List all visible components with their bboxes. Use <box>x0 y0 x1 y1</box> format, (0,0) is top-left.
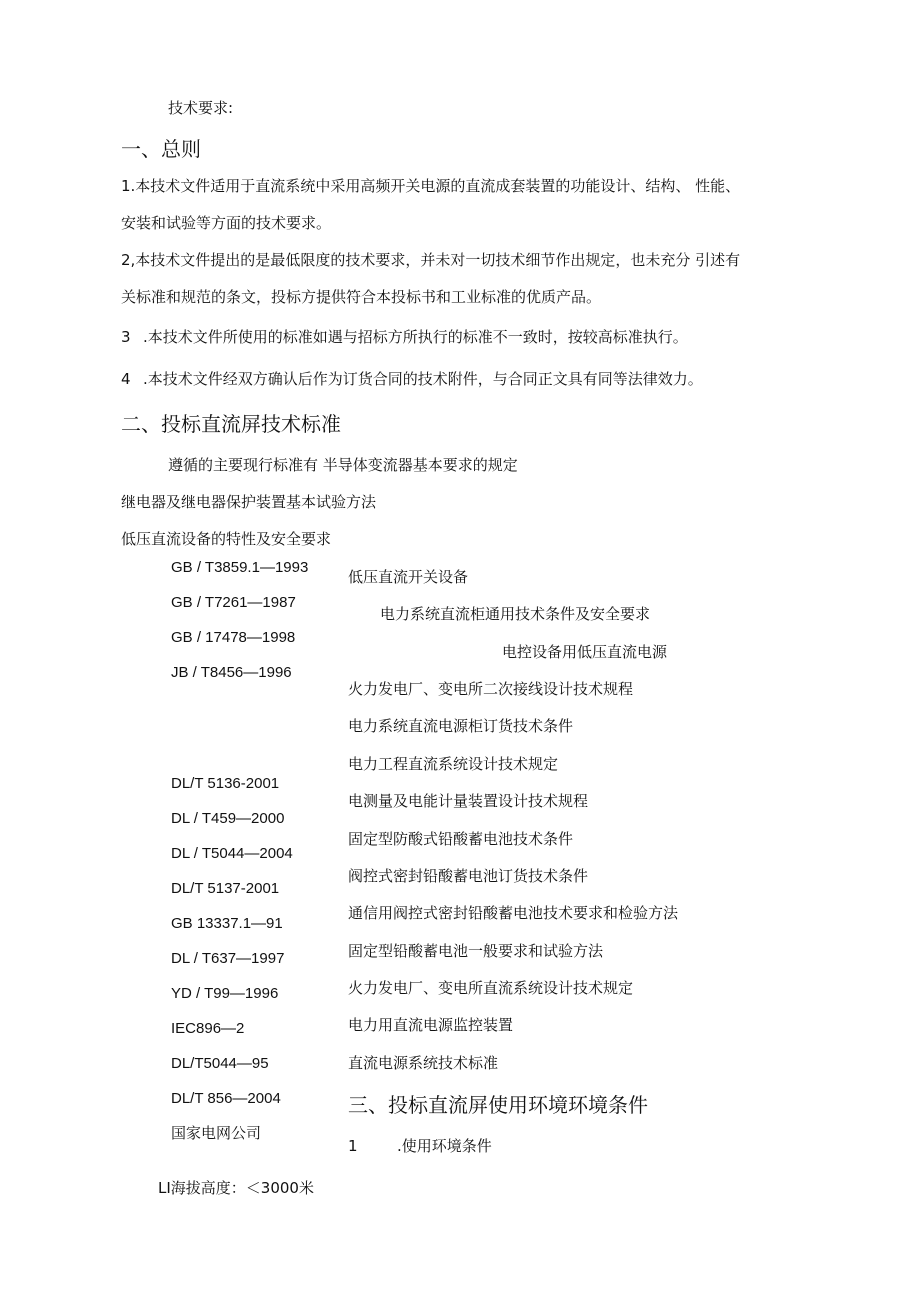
para2-line1: 2,本技术文件提出的是最低限度的技术要求，并未对一切技术细节作出规定，也未充分 引述有 <box>121 251 741 269</box>
section2-title: 二、投标直流屏技术标准 <box>121 412 341 436</box>
section1-title: 一、总则 <box>121 137 201 161</box>
standard-name: 电力系统直流电源柜订货技术条件 <box>348 717 574 735</box>
standard-name: 火力发电厂、变电所直流系统设计技术规定 <box>348 979 634 997</box>
standard-code: GB / T3859.1—1993 <box>171 559 309 576</box>
standard-name: 直流电源系统技术标准 <box>348 1054 499 1072</box>
standard-name: 固定型铅酸蓄电池一般要求和试验方法 <box>348 942 604 960</box>
section3-title: 三、投标直流屏使用环境环境条件 <box>348 1093 648 1117</box>
para4-text: .本技术文件经双方确认后作为订货合同的技术附件，与合同正文具有同等法律效力。 <box>143 370 703 388</box>
standard-code: DL / T459—2000 <box>171 810 285 827</box>
standard-code: YD / T99—1996 <box>171 985 279 1002</box>
standard-name: 低压直流开关设备 <box>348 568 469 586</box>
env-item-title: .使用环境条件 <box>397 1137 492 1155</box>
standard-code: DL / T5044—2004 <box>171 845 293 862</box>
standard-name: 电力用直流电源监控装置 <box>348 1016 514 1034</box>
standard-name: 电力系统直流柜通用技术条件及安全要求 <box>380 605 651 623</box>
standards-intro-line3: 低压直流设备的特性及安全要求 <box>121 530 332 548</box>
para1-line2: 安装和试验等方面的技术要求。 <box>121 214 332 232</box>
standard-code: GB / 17478—1998 <box>171 629 296 646</box>
standard-name: 电力工程直流系统设计技术规定 <box>348 755 559 773</box>
para4-number: 4 <box>121 370 131 388</box>
para3-text: .本技术文件所使用的标准如遇与招标方所执行的标准不一致时，按较高标准执行。 <box>143 328 688 346</box>
altitude-requirement: LI海拔高度：＜3000米 <box>158 1179 314 1197</box>
standard-code: GB / T7261—1987 <box>171 594 296 611</box>
standard-code: DL/T 5136-2001 <box>171 775 280 792</box>
standard-issuer: 国家电网公司 <box>171 1124 262 1142</box>
env-item-number: 1 <box>348 1137 358 1155</box>
standard-name: 固定型防酸式铅酸蓄电池技术条件 <box>348 830 574 848</box>
standards-intro-line1: 遵循的主要现行标准有 半导体变流器基本要求的规定 <box>168 456 518 474</box>
standard-code: DL/T 856—2004 <box>171 1090 281 1107</box>
standard-name: 火力发电厂、变电所二次接线设计技术规程 <box>348 680 634 698</box>
standard-code: JB / T8456—1996 <box>171 664 292 681</box>
standard-code: DL / T637—1997 <box>171 950 285 967</box>
standard-name: 电控设备用低压直流电源 <box>502 643 668 661</box>
header-label: 技术要求: <box>168 99 234 117</box>
standard-code: GB 13337.1—91 <box>171 915 283 932</box>
standard-name: 阀控式密封铅酸蓄电池订货技术条件 <box>348 867 589 885</box>
standard-name: 电测量及电能计量装置设计技术规程 <box>348 792 589 810</box>
para3-number: 3 <box>121 328 131 346</box>
standard-code: DL/T 5137-2001 <box>171 880 280 897</box>
standard-name: 通信用阀控式密封铅酸蓄电池技术要求和检验方法 <box>348 904 679 922</box>
standards-intro-line2: 继电器及继电器保护装置基本试验方法 <box>121 493 377 511</box>
para2-line2: 关标准和规范的条文，投标方提供符合本投标书和工业标准的优质产品。 <box>121 288 602 306</box>
standard-code: DL/T5044—95 <box>171 1055 269 1072</box>
standard-code: IEC896—2 <box>171 1020 245 1037</box>
para1-line1: 1.本技术文件适用于直流系统中采用高频开关电源的直流成套装置的功能设计、结构、 性能、 <box>121 177 741 195</box>
